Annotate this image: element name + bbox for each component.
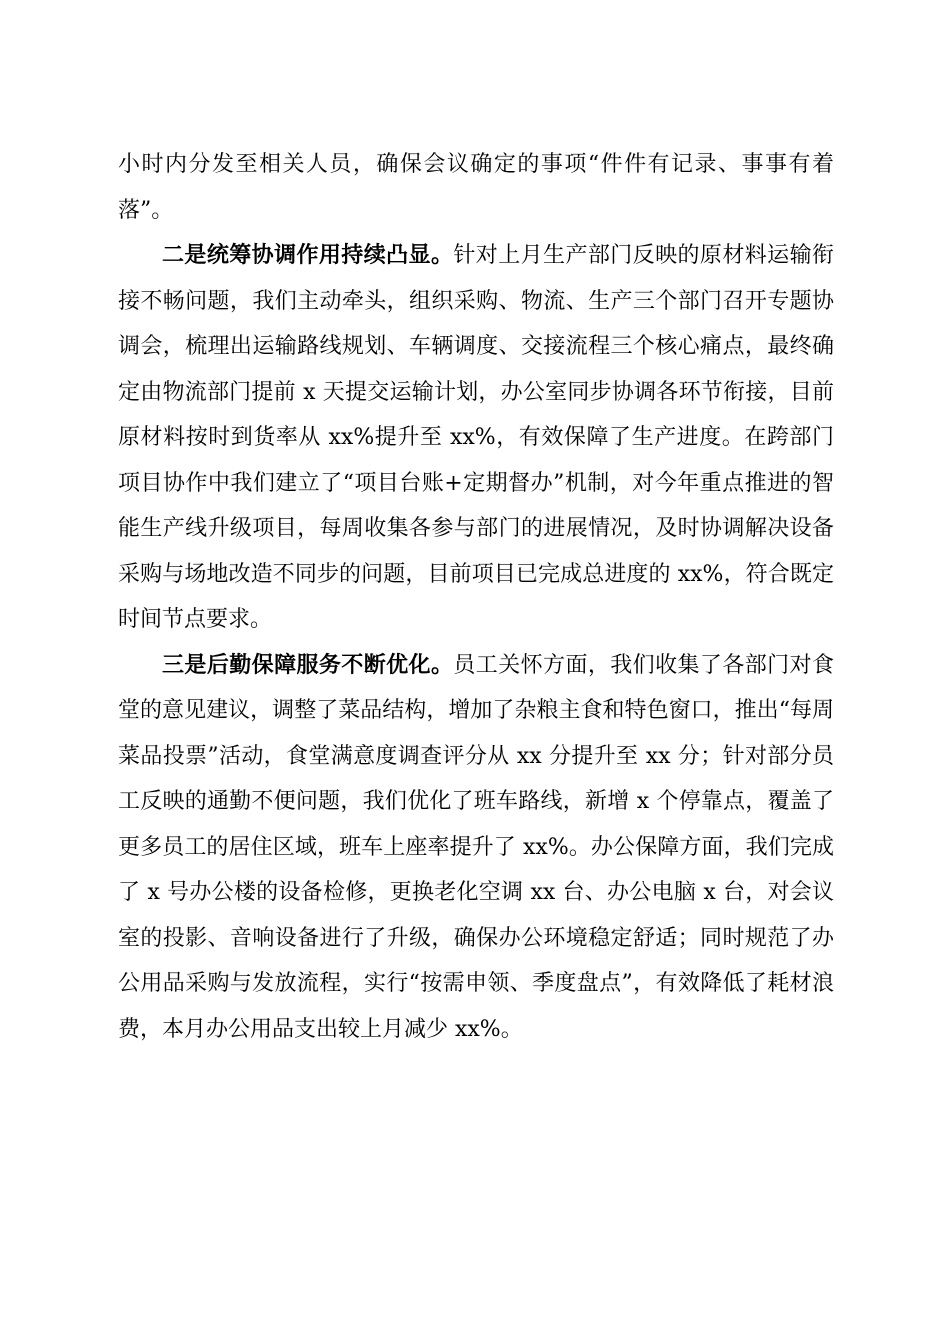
paragraph-continuation <box>118 142 834 233</box>
paragraph-text: 小时内分发至相关人员，确保会议确定的事项“件件有记录、事事有着落”。 <box>118 152 834 223</box>
paragraph-heading: 三是后勤保障服务不断优化。 <box>162 651 454 678</box>
document-page <box>118 142 834 1052</box>
paragraph-text: 针对上月生产部门反映的原材料运输衔接不畅问题，我们主动牵头，组织采购、物流、生产三个部门召开专题协调会，梳理出运输路线规划、车辆调度、交接流程三个核心痛点，最终确定由物流部门提前 x 天提交运输计划，办公室同步协调各环节衔接，目前原材料按时到货率从 xx%提升至 xx%，有效保障了生产进度。在跨部门项目协作中我们建立了“项目台账+定期督办”机制，对今年重点推进的智能生产线升级项目，每周收集各参与部门的进展情况，及时协调解决设备采购与场地改造不同步的问题，目前项目已完成总进度的 xx%，符合既定时间节点要求。 <box>118 243 834 632</box>
paragraph-heading: 二是统筹协调作用持续凸显。 <box>162 242 454 268</box>
paragraph-coordination <box>118 233 834 643</box>
paragraph-text: 员工关怀方面，我们收集了各部门对食堂的意见建议，调整了菜品结构，增加了杂粮主食和特色窗口，推出“每周菜品投票”活动，食堂满意度调查评分从 xx 分提升至 xx 分；针对部分员工反映的通勤不便问题，我们优化了班车路线，新增 x 个停靠点，覆盖了更多员工的居住区域，班车上座率提升了 xx%。办公保障方面，我们完成了 x 号办公楼的设备检修，更换老化空调 xx 台、办公电脑 x 台，对会议室的投影、音响设备进行了升级，确保办公环境稳定舒适；同时规范了办公用品采购与发放流程，实行“按需申领、季度盘点”，有效降低了耗材浪费，本月办公用品支出较上月减少 xx%。 <box>118 652 834 1042</box>
paragraph-logistics <box>118 643 834 1053</box>
